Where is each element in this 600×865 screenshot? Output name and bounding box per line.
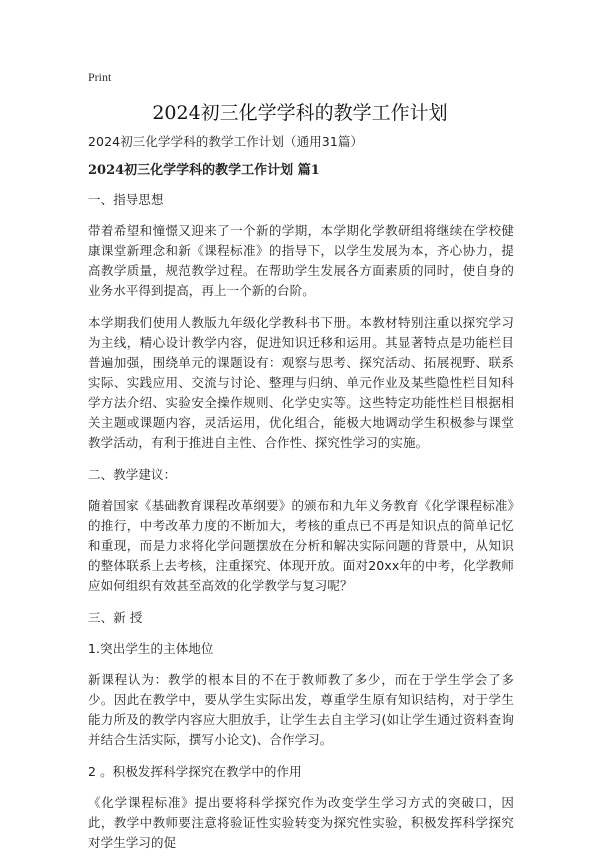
paragraph-new-curriculum: 新课程认为：教学的根本目的不在于教师教了多少，而在于学生学会了多少。因此在教学中，要从学生实际出发，尊重学生原有知识结构，对于学生能力所及的教学内容应大胆放手，让学生去自主学习(如让学生通过资料查询并结合生活实际，撰写小论文)、合作学习。 bbox=[88, 672, 514, 747]
paragraph-inquiry: 《化学课程标准》提出要将科学探究作为改变学生学习方式的突破口，因此，教学中教师要注意将验证性实验转变为探究性实验，积极发挥科学探究对学生学习的促 bbox=[88, 795, 514, 850]
section-heading: 2024初三化学学科的教学工作计划 篇1 bbox=[88, 163, 320, 178]
paragraph-textbook: 本学期我们使用人教版九年级化学教科书下册。本教材特别注重以探究学习为主线，精心设计教学内容，促进知识迁移和运用。其显著特点是功能栏目普遍加强，围绕单元的课题设有：观察与思考、探究活动、拓展视野、联系实际、实践应用、交流与讨论、整理与归纳、单元作业及某些隐性栏目知科学方法介绍、实验安全操作规则、化学史实等。这些特定功能性栏目根据相关主题或课题内容，灵活运用，优化组合，能极大地调动学生积极参与课堂教学活动，有利于推进自主性、合作性、探究性学习的实施。 bbox=[88, 315, 514, 450]
heading-student-subject: 1.突出学生的主体地位 bbox=[88, 641, 214, 656]
paragraph-reform: 随着国家《基础教育课程改革纲要》的颁布和九年义务教育《化学课程标准》的推行，中考改革力度的不断加大，考核的重点已不再是知识点的简单记忆和重现，而是力求将化学问题摆放在分析和解决实际问题的背景中，从知识的整体联系上去考核，注重探究、体现开放。面对20xx年的中考，化学教师应如何组织有效甚至高效的化学教学与复习呢？ bbox=[88, 498, 514, 593]
heading-guiding-ideology: 一、指导思想 bbox=[88, 192, 164, 207]
heading-scientific-inquiry: 2 。积极发挥科学探究在教学中的作用 bbox=[88, 764, 302, 779]
print-link[interactable]: Print bbox=[88, 70, 112, 84]
document-subtitle: 2024初三化学学科的教学工作计划（通用31篇） bbox=[88, 134, 364, 149]
document-body bbox=[88, 132, 514, 865]
heading-new-lessons: 三、新 授 bbox=[88, 610, 143, 625]
page-title: 2024初三化学学科的教学工作计划 bbox=[152, 102, 448, 124]
paragraph-intro: 带着希望和憧憬又迎来了一个新的学期，本学期化学教研组将继续在学校健康课堂新理念和新《课程标准》的指导下，以学生发展为本，齐心协力，提高教学质量，规范教学过程。在帮助学生发展各方面素质的同时，使自身的业务水平得到提高，再上一个新的台阶。 bbox=[88, 223, 514, 298]
heading-teaching-suggestions: 二、教学建议： bbox=[88, 467, 177, 482]
